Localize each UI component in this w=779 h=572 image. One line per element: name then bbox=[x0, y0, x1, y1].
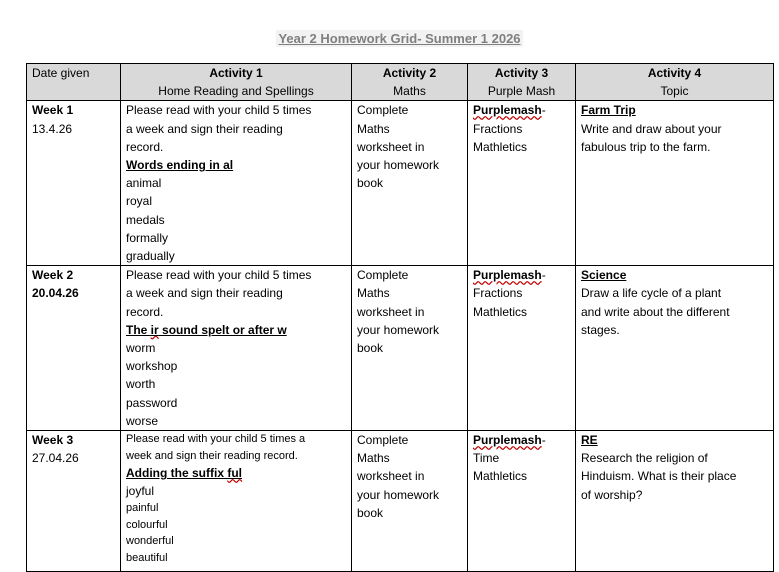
maths-line: Complete bbox=[357, 433, 409, 448]
purple-line: Fractions bbox=[473, 121, 523, 136]
table-row-week-3 bbox=[27, 431, 774, 572]
purple-line: Fractions bbox=[473, 286, 523, 301]
reading-line: a week and sign their reading bbox=[126, 121, 283, 136]
spelling-title-part: sound spelt or after w bbox=[158, 322, 287, 337]
topic-line: fabulous trip to the farm. bbox=[581, 139, 711, 154]
maths-line: your homework bbox=[357, 322, 440, 337]
spelling-word: workshop bbox=[126, 359, 178, 374]
purplemash-title bbox=[473, 431, 570, 449]
reading-spelling-cell bbox=[121, 431, 352, 572]
spelling-word: worse bbox=[126, 413, 159, 428]
week-label: Week 2 bbox=[32, 268, 74, 283]
maths-line: your homework bbox=[357, 487, 440, 502]
maths-line: Complete bbox=[357, 103, 409, 118]
reading-line: Please read with your child 5 times bbox=[126, 268, 312, 283]
topic-cell bbox=[576, 431, 774, 572]
reading-line: Please read with your child 5 times bbox=[126, 103, 312, 118]
purple-line: Mathletics bbox=[473, 139, 528, 154]
date-cell bbox=[27, 101, 121, 266]
maths-line: Maths bbox=[357, 121, 390, 136]
purplemash-title bbox=[473, 101, 570, 119]
topic-line: Hinduism. What is their place bbox=[581, 469, 737, 484]
spelling-rule-title bbox=[126, 321, 346, 339]
spelling-word: royal bbox=[126, 194, 153, 209]
reading-spelling-cell bbox=[121, 266, 352, 431]
purplemash-word: Purplemash bbox=[473, 433, 542, 448]
purple-line: Mathletics bbox=[473, 304, 528, 319]
topic-line: of worship? bbox=[581, 487, 643, 502]
topic-title: RE bbox=[581, 433, 598, 448]
topic-cell bbox=[576, 266, 774, 431]
maths-line: book bbox=[357, 341, 384, 356]
header-activity-4 bbox=[576, 64, 774, 101]
maths-cell bbox=[352, 101, 468, 266]
activity-3-subject: Purple Mash bbox=[487, 84, 556, 99]
reading-spelling-cell bbox=[121, 101, 352, 266]
activity-2-subject: Maths bbox=[393, 84, 426, 99]
spelling-word: medals bbox=[126, 212, 165, 227]
spelling-word: gradually bbox=[126, 249, 175, 264]
purplemash-word: Purplemash bbox=[473, 103, 542, 118]
date-cell bbox=[27, 266, 121, 431]
spelling-word: worm bbox=[126, 341, 156, 356]
purplemash-word: Purplemash bbox=[473, 268, 542, 283]
maths-cell bbox=[352, 431, 468, 572]
week-date: 13.4.26 bbox=[32, 121, 73, 136]
week-date: 20.04.26 bbox=[32, 286, 79, 301]
header-date-given: Date given bbox=[27, 64, 121, 101]
table-row-week-1 bbox=[27, 101, 774, 266]
activity-3-label: Activity 3 bbox=[494, 66, 549, 80]
activity-4-subject: Topic bbox=[660, 84, 689, 99]
spelling-word: password bbox=[126, 395, 178, 410]
maths-line: Complete bbox=[357, 268, 409, 283]
spelling-word: joyful bbox=[126, 484, 155, 499]
spelling-word: painful bbox=[126, 502, 159, 515]
maths-line: your homework bbox=[357, 158, 440, 173]
maths-line: worksheet in bbox=[357, 469, 425, 484]
activity-2-label: Activity 2 bbox=[382, 66, 437, 80]
purplemash-dash: - bbox=[541, 103, 546, 118]
activity-1-label: Activity 1 bbox=[209, 66, 263, 80]
maths-line: book bbox=[357, 176, 384, 191]
topic-title: Farm Trip bbox=[581, 103, 636, 118]
activity-1-subject: Home Reading and Spellings bbox=[158, 84, 314, 99]
activity-4-label: Activity 4 bbox=[647, 66, 702, 80]
spelling-word: beautiful bbox=[126, 551, 168, 564]
reading-line: a week and sign their reading bbox=[126, 286, 283, 301]
maths-line: Maths bbox=[357, 451, 390, 466]
spelling-word: formally bbox=[126, 230, 169, 245]
topic-line: Research the religion of bbox=[581, 451, 708, 466]
header-activity-2 bbox=[352, 64, 468, 101]
maths-line: book bbox=[357, 505, 384, 520]
purple-mash-cell bbox=[468, 101, 576, 266]
spelling-title-part: ir bbox=[150, 322, 159, 337]
topic-line: and write about the different bbox=[581, 304, 730, 319]
purple-line: Mathletics bbox=[473, 469, 528, 484]
title-text: Year 2 Homework Grid- Summer 1 2026 bbox=[278, 31, 521, 46]
purplemash-dash: - bbox=[541, 268, 546, 283]
purple-line: Time bbox=[473, 451, 500, 466]
maths-line: worksheet in bbox=[357, 139, 425, 154]
reading-line: Please read with your child 5 times a bbox=[126, 433, 306, 446]
document-title bbox=[0, 30, 779, 48]
maths-cell bbox=[352, 266, 468, 431]
spelling-title-part: The bbox=[126, 322, 151, 337]
date-cell bbox=[27, 431, 121, 572]
spelling-word: wonderful bbox=[126, 535, 174, 548]
maths-line: worksheet in bbox=[357, 304, 425, 319]
spelling-title-part: Adding the suffix bbox=[126, 466, 228, 481]
reading-line: record. bbox=[126, 139, 164, 154]
reading-line: week and sign their reading record. bbox=[126, 449, 298, 462]
topic-line: Write and draw about your bbox=[581, 121, 722, 136]
topic-title: Science bbox=[581, 268, 627, 283]
purple-mash-cell bbox=[468, 266, 576, 431]
spelling-word: colourful bbox=[126, 518, 168, 531]
header-activity-3 bbox=[468, 64, 576, 101]
purplemash-dash: - bbox=[541, 433, 546, 448]
maths-line: Maths bbox=[357, 286, 390, 301]
spelling-rule-title bbox=[126, 464, 346, 482]
topic-line: Draw a life cycle of a plant bbox=[581, 286, 722, 301]
spelling-title-part: ful bbox=[227, 466, 242, 481]
spelling-word: animal bbox=[126, 176, 162, 191]
purplemash-title bbox=[473, 266, 570, 284]
purple-mash-cell bbox=[468, 431, 576, 572]
header-row bbox=[27, 64, 774, 101]
reading-line: record. bbox=[126, 304, 164, 319]
week-label: Week 3 bbox=[32, 433, 74, 448]
spelling-word: worth bbox=[126, 377, 156, 392]
week-label: Week 1 bbox=[32, 103, 74, 118]
spelling-rule-title: Words ending in al bbox=[126, 158, 234, 173]
header-activity-1 bbox=[121, 64, 352, 101]
week-date: 27.04.26 bbox=[32, 451, 79, 466]
topic-cell bbox=[576, 101, 774, 266]
homework-grid-table bbox=[26, 63, 774, 572]
table-row-week-2 bbox=[27, 266, 774, 431]
topic-line: stages. bbox=[581, 322, 620, 337]
